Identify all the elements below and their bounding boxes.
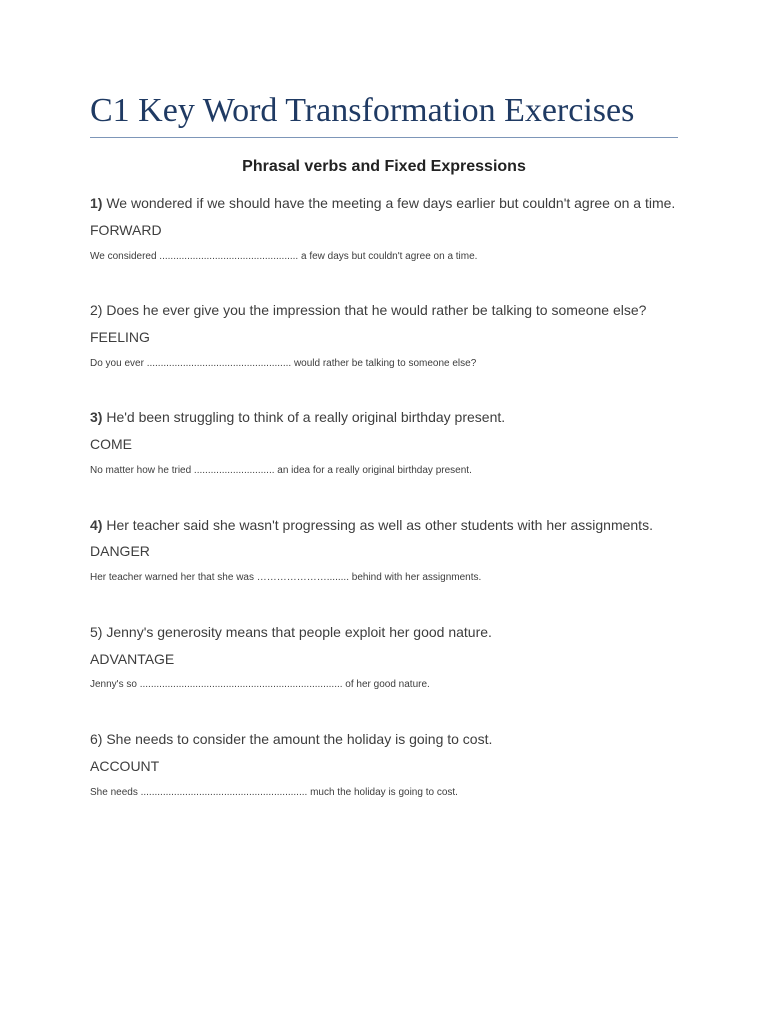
exercise-sentence <box>90 726 690 753</box>
key-word: DANGER <box>90 543 150 560</box>
exercise-sentence <box>90 512 690 539</box>
exercise-4 <box>90 512 690 592</box>
exercise-2 <box>90 297 690 377</box>
exercise-number: 1) <box>90 195 103 211</box>
key-word: ADVANTAGE <box>90 650 175 667</box>
exercise-list <box>90 190 690 833</box>
transformation-sentence: We considered .................................................. a few days but couldn't agree on a time. <box>90 250 478 262</box>
key-word: FEELING <box>90 328 150 345</box>
original-sentence: Her teacher said she wasn't progressing as well as other students with her assignments. <box>106 516 653 533</box>
exercise-number: 2) <box>90 302 103 319</box>
original-sentence: Does he ever give you the impression that he would rather be talking to someone else? <box>106 302 647 319</box>
original-sentence: She needs to consider the amount the holiday is going to cost. <box>106 730 493 747</box>
exercise-number: 5) <box>90 623 103 640</box>
exercise-number: 4) <box>90 516 103 533</box>
exercise-sentence <box>90 619 690 646</box>
section-subtitle: Phrasal verbs and Fixed Expressions <box>242 158 526 175</box>
original-sentence: He'd been struggling to think of a really original birthday present. <box>106 409 506 426</box>
exercise-number: 6) <box>90 730 103 747</box>
transformation-sentence: No matter how he tried ............................. an idea for a really original birthday present. <box>90 464 472 476</box>
exercise-5 <box>90 619 690 699</box>
key-word: COME <box>90 436 132 453</box>
exercise-sentence <box>90 404 690 431</box>
exercise-1 <box>90 190 690 270</box>
page-title: C1 Key Word Transformation Exercises <box>90 92 635 129</box>
original-sentence: Jenny's generosity means that people exploit her good nature. <box>106 623 492 640</box>
transformation-sentence: Jenny's so ......................................................................... of her good nature. <box>90 679 430 691</box>
exercise-3 <box>90 404 690 484</box>
exercise-sentence <box>90 297 690 324</box>
key-word: FORWARD <box>90 221 162 238</box>
exercise-sentence <box>90 190 690 217</box>
transformation-sentence: Do you ever .................................................... would rather be talking to someone else? <box>90 357 477 369</box>
exercise-6 <box>90 726 690 806</box>
original-sentence: We wondered if we should have the meeting a few days earlier but couldn't agree on a time. <box>106 195 676 211</box>
exercise-number: 3) <box>90 409 103 426</box>
transformation-sentence: She needs ............................................................ much the holiday is going to cost. <box>90 786 458 798</box>
title-underline <box>90 137 678 138</box>
key-word: ACCOUNT <box>90 757 160 774</box>
transformation-sentence: Her teacher warned her that she was …………………........ behind with her assignments. <box>90 572 482 584</box>
